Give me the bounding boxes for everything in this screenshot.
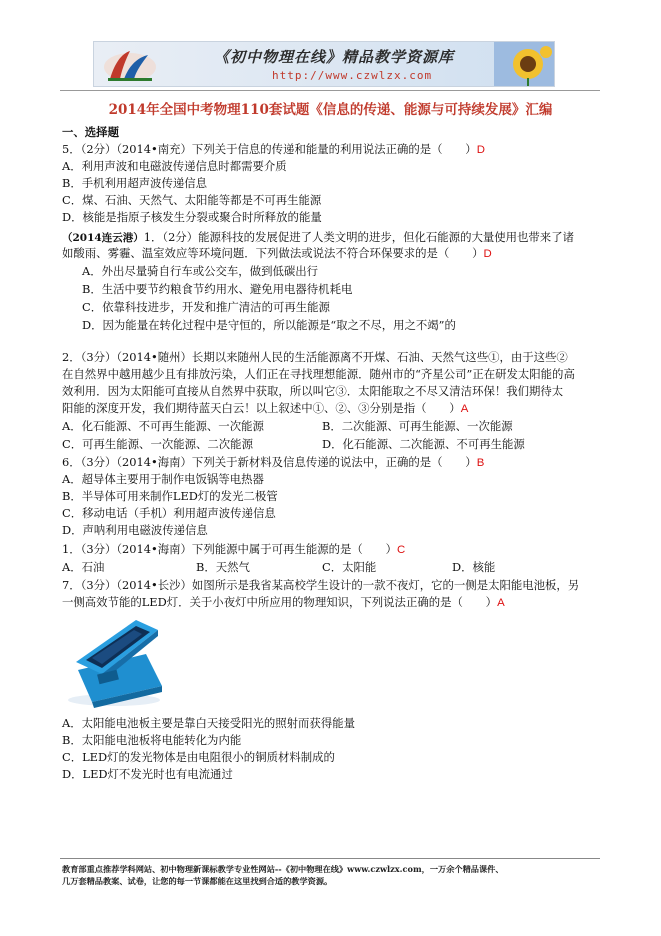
option-b: B．手机利用超声波传递信息 bbox=[62, 176, 208, 190]
option-c: C．煤、石油、天然气、太阳能等都是不可再生能源 bbox=[62, 193, 322, 207]
option-c: C．太阳能 bbox=[322, 560, 377, 574]
option-b: B．太阳能电池板将电能转化为内能 bbox=[62, 733, 242, 747]
option-a: A．化石能源、不可再生能源、一次能源 bbox=[62, 419, 264, 433]
answer-mark: D bbox=[476, 144, 485, 156]
footer-line-1: 教育部重点推荐学科网站、初中物理新课标教学专业性网站--《初中物理在线》www.czwlzx.com，一万余个精品课件、 bbox=[62, 864, 504, 874]
option-d: D．因为能量在转化过程中是守恒的，所以能源是“取之不尽，用之不竭”的 bbox=[82, 318, 456, 332]
option-b: B．半导体可用来制作LED灯的发光二极管 bbox=[62, 489, 278, 503]
question-5 bbox=[62, 142, 485, 158]
question-2-line2: 在自然界中越用越少且有排放污染，人们正在寻找理想能源．随州市的“齐星公司”正在研发太阳能的高 bbox=[62, 367, 575, 381]
option-a: A．超导体主要用于制作电饭锅等电热器 bbox=[62, 472, 264, 486]
option-d: D．声呐利用电磁波传递信息 bbox=[62, 523, 208, 537]
header-banner bbox=[93, 41, 555, 87]
option-a: A．石油 bbox=[62, 560, 105, 574]
sunflower-icon bbox=[494, 42, 554, 87]
answer-mark: C bbox=[396, 544, 406, 556]
header-rule bbox=[60, 90, 600, 91]
option-c: C．依靠科技进步，开发和推广清洁的可再生能源 bbox=[82, 300, 330, 314]
footer-line-2: 几万套精品教案、试卷，让您的每一节课都能在这里找到合适的教学资源。 bbox=[62, 876, 333, 886]
question-stem: 一侧高效节能的LED灯．关于小夜灯中所应用的物理知识，下列说法正确的是（ ） bbox=[62, 595, 498, 609]
option-c: C．LED灯的发光物体是由电阻很小的铜质材料制成的 bbox=[62, 750, 335, 764]
option-b: B．天然气 bbox=[196, 560, 250, 574]
answer-mark: B bbox=[476, 457, 485, 469]
option-d: D．LED灯不发光时也有电流通过 bbox=[62, 767, 233, 781]
question-stem: 1．（3分）（2014•海南）下列能源中属于可再生能源的是（ ） bbox=[62, 542, 397, 556]
option-a: A．太阳能电池板主要是靠白天接受阳光的照射而获得能量 bbox=[62, 716, 355, 730]
question-7-line2 bbox=[62, 595, 505, 611]
question-6 bbox=[62, 455, 484, 471]
question-1-line2 bbox=[62, 246, 492, 262]
question-2-line4 bbox=[62, 401, 468, 417]
question-stem: 5．（2分）（2014•南充）下列关于信息的传递和能量的利用说法正确的是（ ） bbox=[62, 142, 477, 156]
site-logo-icon bbox=[100, 45, 158, 85]
option-b: B．生活中要节约粮食节约用水、避免用电器待机耗电 bbox=[82, 282, 353, 296]
option-c: C．可再生能源、一次能源、二次能源 bbox=[62, 437, 253, 451]
option-a: A．外出尽量骑自行车或公交车，做到低碳出行 bbox=[82, 264, 319, 278]
option-d: D．核能 bbox=[452, 560, 496, 574]
option-b: B．二次能源、可再生能源、一次能源 bbox=[322, 419, 513, 433]
question-2-line3: 效利用．因为太阳能可直接从自然界中获取，所以叫它③．太阳能取之不尽又清洁环保！我们期待太 bbox=[62, 384, 564, 398]
section-heading: 一、选择题 bbox=[62, 125, 119, 139]
option-d: D．核能是指原子核发生分裂或聚合时所释放的能量 bbox=[62, 210, 322, 224]
question-stem: 6．（3分）（2014•海南）下列关于新材料及信息传递的说法中，正确的是（ ） bbox=[62, 455, 477, 469]
solar-night-lamp-illustration bbox=[62, 614, 170, 710]
answer-mark: A bbox=[460, 403, 469, 415]
option-d: D．化石能源、二次能源、不可再生能源 bbox=[322, 437, 525, 451]
question-1-lianyungang bbox=[62, 230, 574, 246]
answer-mark: D bbox=[483, 248, 492, 260]
question-stem: 1．（2分）能源科技的发展促进了人类文明的进步，但化石能源的大量使用也带来了诸 bbox=[143, 230, 574, 244]
question-1-hainan bbox=[62, 542, 405, 558]
answer-mark: A bbox=[497, 597, 505, 609]
question-2-line1: 2．（3分）（2014•随州）长期以来随州人民的生活能源离不开煤、石油、天然气这些①，由于这些② bbox=[62, 350, 568, 364]
footer-rule bbox=[60, 858, 600, 859]
option-a: A．利用声波和电磁波传递信息时都需要介质 bbox=[62, 159, 287, 173]
option-c: C．移动电话（手机）利用超声波传递信息 bbox=[62, 506, 276, 520]
banner-url: http://www.czwlzx.com bbox=[272, 69, 433, 82]
question-stem-cont: 如酸雨、雾霾、温室效应等环境问题．下列做法或说法不符合环保要求的是（ ） bbox=[62, 246, 484, 260]
question-stem: 阳能的深度开发，我们期待蓝天白云！以上叙述中①、②、③分别是指（ ） bbox=[62, 401, 461, 415]
page-title: 2014年全国中考物理110套试题《信息的传递、能源与可持续发展》汇编 bbox=[108, 102, 553, 118]
question-7-line1: 7．（3分）（2014•长沙）如图所示是我省某高校学生设计的一款不夜灯，它的一侧是太阳能电池板，另 bbox=[62, 578, 580, 592]
banner-title: 《初中物理在线》精品教学资源库 bbox=[214, 48, 455, 66]
question-source: （2014连云港） bbox=[62, 232, 144, 244]
